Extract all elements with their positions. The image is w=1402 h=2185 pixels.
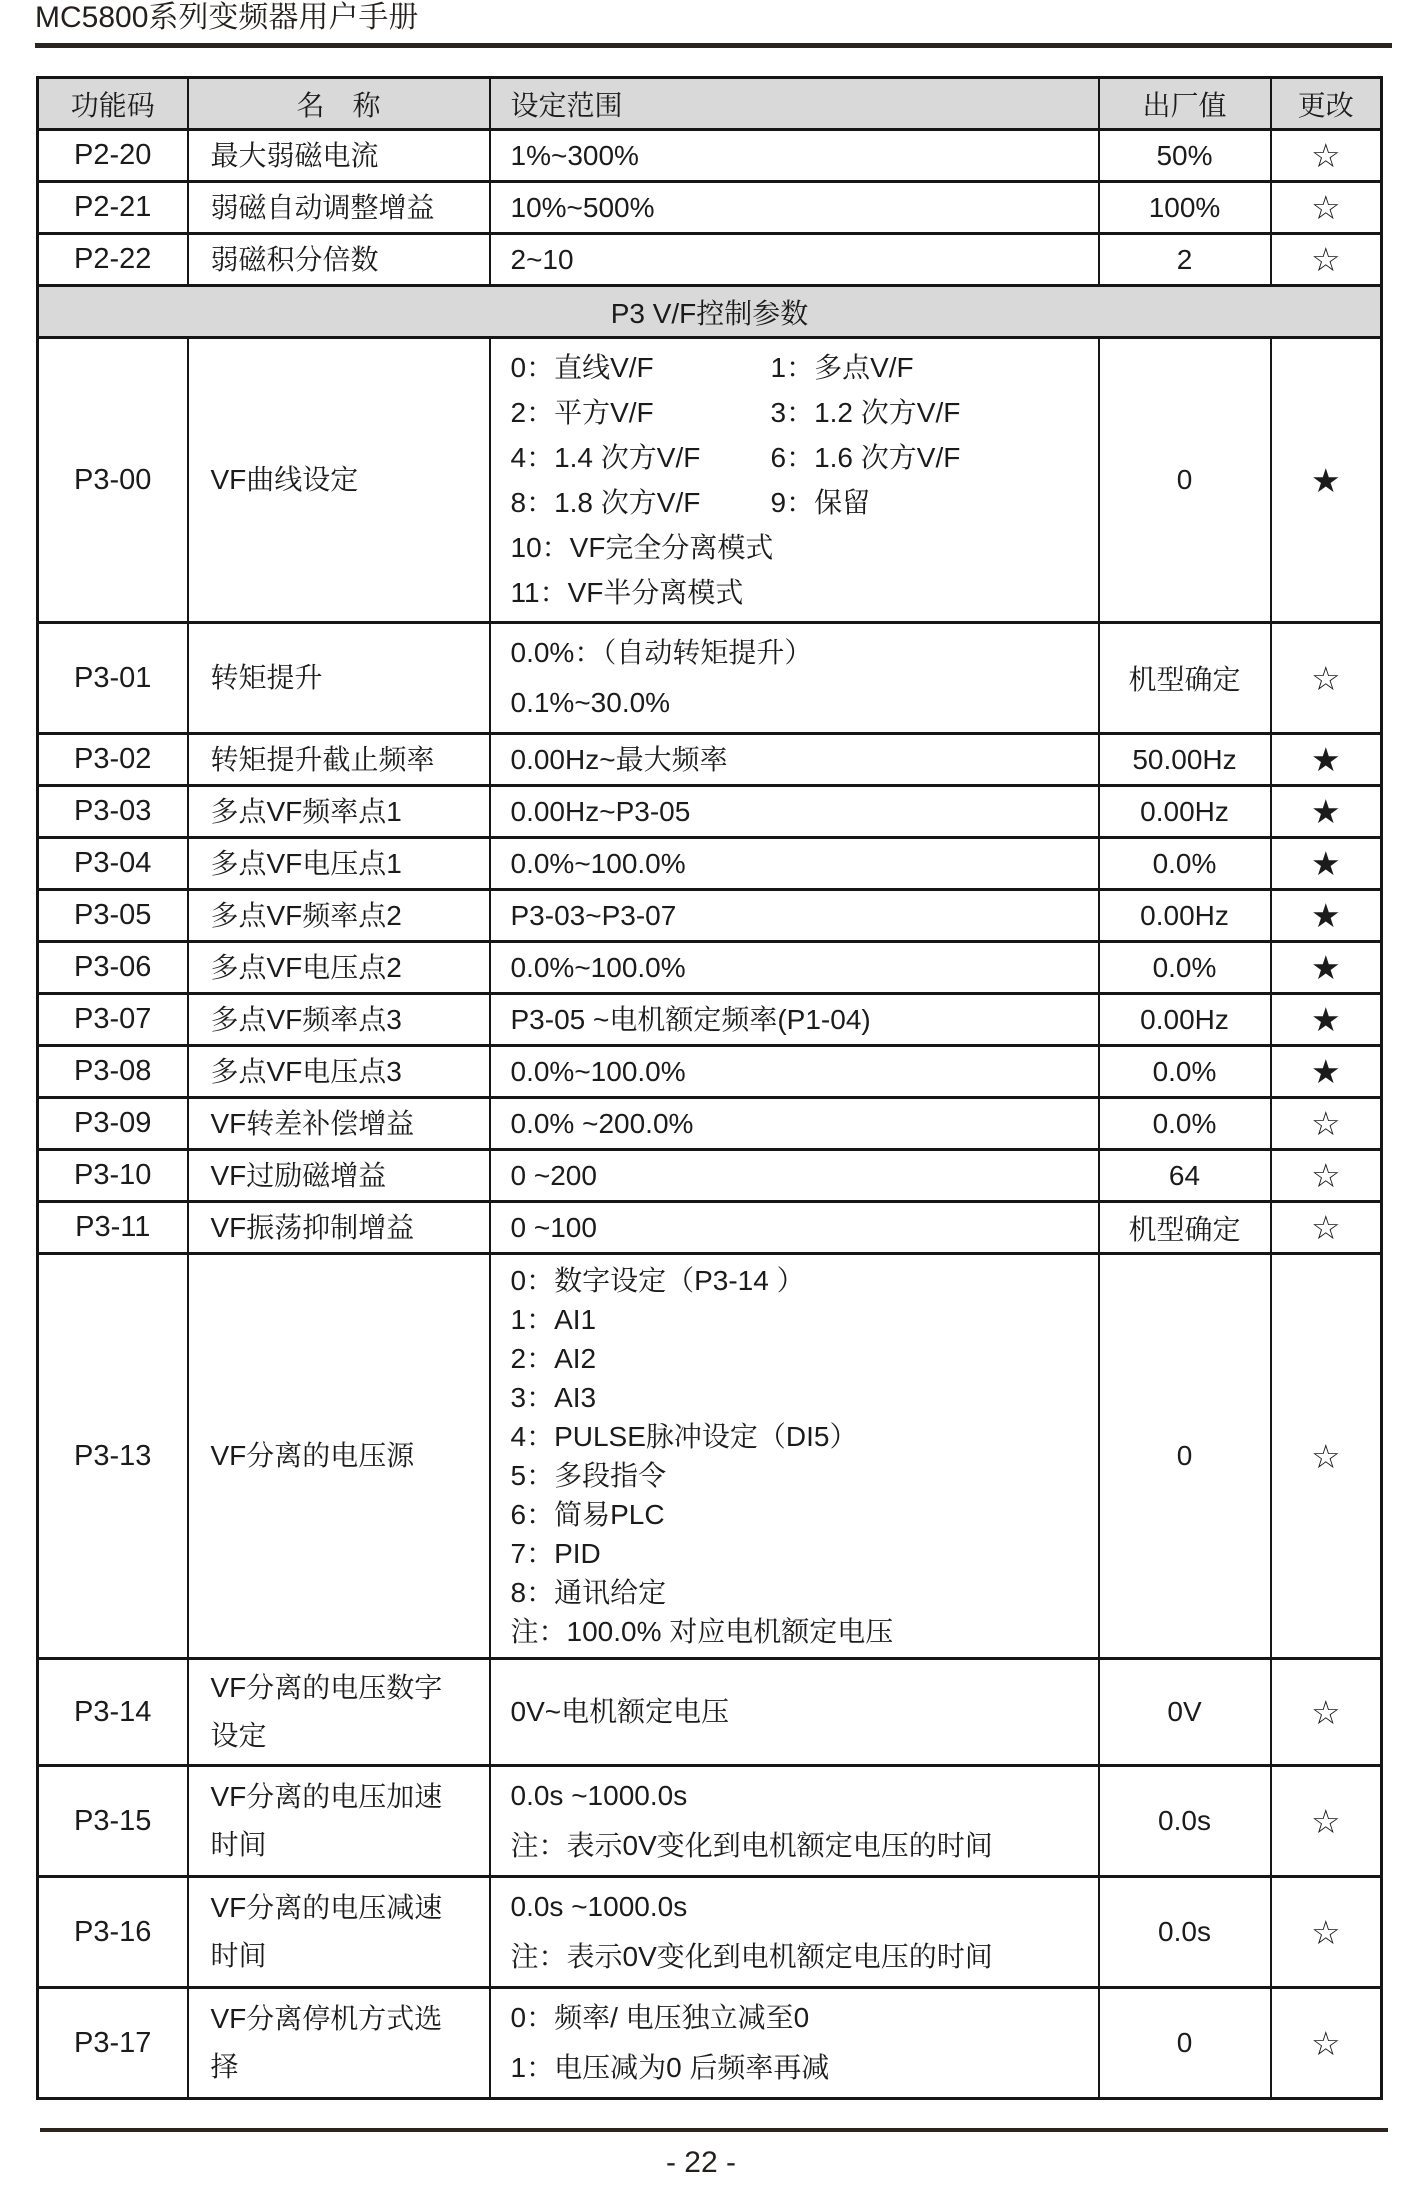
cell-code: P3-01 <box>38 623 188 734</box>
table-row <box>38 1659 1382 1766</box>
cell-range: 0.0%~100.0% <box>490 1046 1099 1098</box>
cell-name: 多点VF频率点1 <box>188 786 490 838</box>
col-header-0: 功能码 <box>38 78 188 130</box>
cell-default: 0.0% <box>1099 1046 1271 1098</box>
table-row <box>38 734 1382 786</box>
cell-default: 50% <box>1099 130 1271 182</box>
table-row <box>38 1766 1382 1877</box>
cell-default: 0.00Hz <box>1099 890 1271 942</box>
table-row <box>38 786 1382 838</box>
cell-change-star: ★ <box>1271 1046 1382 1098</box>
section-title: P3 V/F控制参数 <box>38 286 1382 338</box>
cell-code: P2-21 <box>38 182 188 234</box>
cell-default: 50.00Hz <box>1099 734 1271 786</box>
cell-name: VF过励磁增益 <box>188 1150 490 1202</box>
table-row <box>38 234 1382 286</box>
col-header-3: 出厂值 <box>1099 78 1271 130</box>
cell-code: P3-10 <box>38 1150 188 1202</box>
cell-code: P3-04 <box>38 838 188 890</box>
cell-range: 0.0%~100.0% <box>490 942 1099 994</box>
cell-name: 多点VF频率点3 <box>188 994 490 1046</box>
cell-range: 0 ~200 <box>490 1150 1099 1202</box>
header-rule <box>35 43 1392 48</box>
table-row <box>38 1046 1382 1098</box>
cell-code: P3-03 <box>38 786 188 838</box>
cell-default: 100% <box>1099 182 1271 234</box>
cell-default: 0.00Hz <box>1099 994 1271 1046</box>
parameter-table <box>36 76 1383 2100</box>
cell-range: 0.0s ~1000.0s 注：表示0V变化到电机额定电压的时间 <box>490 1877 1099 1988</box>
cell-default: 0 <box>1099 1254 1271 1659</box>
cell-name: 转矩提升 <box>188 623 490 734</box>
page-number: - 22 - <box>665 2146 737 2179</box>
table-row <box>38 623 1382 734</box>
cell-change-star: ★ <box>1271 994 1382 1046</box>
cell-default: 0V <box>1099 1659 1271 1766</box>
cell-code: P2-20 <box>38 130 188 182</box>
table-row <box>38 942 1382 994</box>
cell-change-star: ☆ <box>1271 1202 1382 1254</box>
cell-default: 0 <box>1099 1988 1271 2099</box>
cell-name: VF分离的电压减速 时间 <box>188 1877 490 1988</box>
cell-range: 0V~电机额定电压 <box>490 1659 1099 1766</box>
cell-name: 多点VF电压点2 <box>188 942 490 994</box>
table-row <box>38 182 1382 234</box>
cell-range: 0.0% ~200.0% <box>490 1098 1099 1150</box>
cell-change-star: ☆ <box>1271 1988 1382 2099</box>
cell-default: 0.0s <box>1099 1877 1271 1988</box>
cell-code: P3-17 <box>38 1988 188 2099</box>
cell-range: 0 ~100 <box>490 1202 1099 1254</box>
table-row <box>38 838 1382 890</box>
cell-default: 2 <box>1099 234 1271 286</box>
cell-range: 10%~500% <box>490 182 1099 234</box>
cell-range: 0.00Hz~P3-05 <box>490 786 1099 838</box>
cell-code: P3-08 <box>38 1046 188 1098</box>
cell-code: P3-09 <box>38 1098 188 1150</box>
cell-default: 0 <box>1099 338 1271 623</box>
cell-change-star: ★ <box>1271 734 1382 786</box>
table-row <box>38 130 1382 182</box>
cell-code: P3-13 <box>38 1254 188 1659</box>
cell-range: 0：频率/ 电压独立减至0 1：电压减为0 后频率再减 <box>490 1988 1099 2099</box>
cell-range: 0.00Hz~最大频率 <box>490 734 1099 786</box>
cell-code: P3-16 <box>38 1877 188 1988</box>
cell-code: P3-11 <box>38 1202 188 1254</box>
cell-default: 0.0% <box>1099 838 1271 890</box>
cell-range: 1%~300% <box>490 130 1099 182</box>
cell-name: 最大弱磁电流 <box>188 130 490 182</box>
cell-default: 64 <box>1099 1150 1271 1202</box>
cell-code: P3-00 <box>38 338 188 623</box>
col-header-2: 设定范围 <box>490 78 1099 130</box>
cell-range: 0：数字设定（P3-14 ） 1：AI1 2：AI2 3：AI3 4：PULSE脉冲设定（DI5） 5：多段指令 6：简易PLC 7：PID 8：通讯给定 注：100.0% 对应电机额定电压 <box>490 1254 1099 1659</box>
cell-change-star: ★ <box>1271 838 1382 890</box>
col-header-4: 更改 <box>1271 78 1382 130</box>
cell-name: VF转差补偿增益 <box>188 1098 490 1150</box>
cell-code: P3-15 <box>38 1766 188 1877</box>
table-row <box>38 1098 1382 1150</box>
table-row <box>38 1150 1382 1202</box>
table-header-row <box>38 78 1382 130</box>
cell-name: VF分离的电压源 <box>188 1254 490 1659</box>
table-row <box>38 338 1382 623</box>
cell-name: 多点VF电压点3 <box>188 1046 490 1098</box>
cell-name: VF分离的电压数字 设定 <box>188 1659 490 1766</box>
cell-change-star: ☆ <box>1271 234 1382 286</box>
cell-code: P2-22 <box>38 234 188 286</box>
cell-change-star: ☆ <box>1271 1766 1382 1877</box>
cell-change-star: ☆ <box>1271 1098 1382 1150</box>
cell-change-star: ☆ <box>1271 130 1382 182</box>
cell-change-star: ☆ <box>1271 1877 1382 1988</box>
table-row <box>38 1988 1382 2099</box>
cell-change-star: ★ <box>1271 890 1382 942</box>
cell-default: 0.0% <box>1099 1098 1271 1150</box>
cell-default: 机型确定 <box>1099 1202 1271 1254</box>
footer-rule <box>40 2128 1388 2132</box>
cell-range: 0.0%：（自动转矩提升） 0.1%~30.0% <box>490 623 1099 734</box>
cell-code: P3-02 <box>38 734 188 786</box>
cell-range: P3-03~P3-07 <box>490 890 1099 942</box>
cell-default: 0.0% <box>1099 942 1271 994</box>
cell-change-star: ★ <box>1271 338 1382 623</box>
cell-change-star: ☆ <box>1271 182 1382 234</box>
cell-name: 转矩提升截止频率 <box>188 734 490 786</box>
section-row <box>38 286 1382 338</box>
table-body <box>38 130 1382 2099</box>
cell-range: P3-05 ~电机额定频率(P1-04) <box>490 994 1099 1046</box>
cell-change-star: ★ <box>1271 786 1382 838</box>
cell-name: VF分离的电压加速 时间 <box>188 1766 490 1877</box>
cell-name: 多点VF频率点2 <box>188 890 490 942</box>
cell-code: P3-07 <box>38 994 188 1046</box>
cell-name: 弱磁积分倍数 <box>188 234 490 286</box>
cell-change-star: ☆ <box>1271 1150 1382 1202</box>
table-row <box>38 1202 1382 1254</box>
col-header-1: 名 称 <box>188 78 490 130</box>
cell-code: P3-14 <box>38 1659 188 1766</box>
manual-title: MC5800系列变频器用户手册 <box>35 1 419 34</box>
table-row <box>38 890 1382 942</box>
table-row <box>38 1254 1382 1659</box>
table-row <box>38 994 1382 1046</box>
cell-name: VF分离停机方式选 择 <box>188 1988 490 2099</box>
cell-name: 多点VF电压点1 <box>188 838 490 890</box>
cell-range: 2~10 <box>490 234 1099 286</box>
cell-range: 0.0s ~1000.0s 注：表示0V变化到电机额定电压的时间 <box>490 1766 1099 1877</box>
cell-code: P3-06 <box>38 942 188 994</box>
cell-code: P3-05 <box>38 890 188 942</box>
cell-default: 机型确定 <box>1099 623 1271 734</box>
cell-change-star: ☆ <box>1271 1659 1382 1766</box>
cell-name: 弱磁自动调整增益 <box>188 182 490 234</box>
cell-range: 0：直线V/F 1：多点V/F 2：平方V/F 3：1.2 次方V/F 4：1.4 次方V/F 6：1.6 次方V/F 8：1.8 次方V/F 9：保留 10：VF完全分离模式 11：VF半分离模式 <box>490 338 1099 623</box>
cell-name: VF曲线设定 <box>188 338 490 623</box>
cell-change-star: ☆ <box>1271 623 1382 734</box>
table-row <box>38 1877 1382 1988</box>
cell-default: 0.0s <box>1099 1766 1271 1877</box>
cell-change-star: ☆ <box>1271 1254 1382 1659</box>
cell-name: VF振荡抑制增益 <box>188 1202 490 1254</box>
cell-change-star: ★ <box>1271 942 1382 994</box>
cell-default: 0.00Hz <box>1099 786 1271 838</box>
cell-range: 0.0%~100.0% <box>490 838 1099 890</box>
